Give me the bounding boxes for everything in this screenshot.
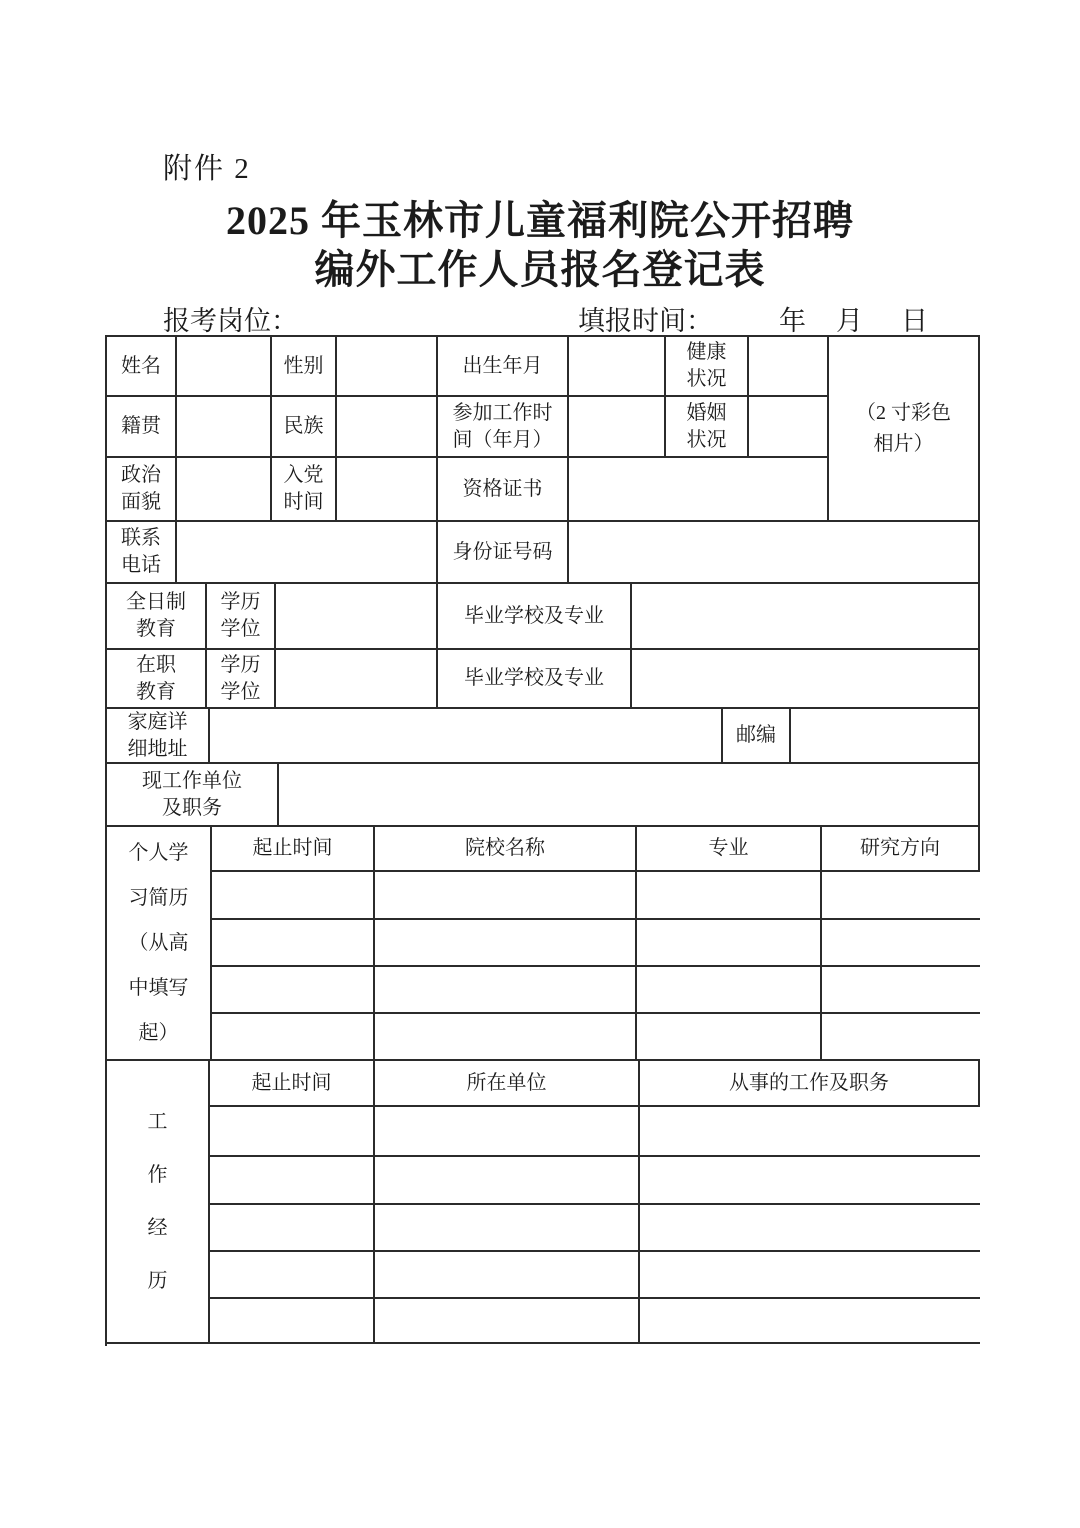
onjob-degree-value-cell	[276, 650, 438, 709]
ethnicity-label: 民族	[272, 397, 337, 458]
work-start-label: 参加工作时间（年月）	[438, 397, 569, 458]
work-grid-line	[373, 1107, 375, 1344]
form-title-line2: 编外工作人员报名登记表	[314, 247, 766, 292]
phone-value-cell	[177, 522, 438, 584]
photo-cell: （2 寸彩色相片）	[829, 337, 980, 522]
study-col-research: 研究方向	[822, 827, 980, 872]
fulltime-school-label: 毕业学校及专业	[438, 584, 632, 650]
birth-label: 出生年月	[438, 337, 569, 397]
name-value-cell	[177, 337, 272, 397]
study-blank-row	[212, 920, 980, 967]
birth-value-cell	[569, 337, 666, 397]
work-grid-line	[638, 1107, 640, 1344]
work-col-duty: 从事的工作及职务	[640, 1061, 980, 1107]
qualification-label: 资格证书	[438, 458, 569, 522]
work-blank-row	[210, 1157, 980, 1205]
registration-table	[105, 335, 980, 1346]
phone-label: 联系电话	[107, 522, 177, 584]
work-col-employer: 所在单位	[375, 1061, 640, 1107]
onjob-degree-label: 学历学位	[207, 650, 276, 709]
party-join-label: 入党时间	[272, 458, 337, 522]
work-section-label: 工作经历	[107, 1061, 210, 1344]
health-label: 健康状况	[666, 337, 749, 397]
ethnicity-value-cell	[337, 397, 438, 458]
name-label: 姓名	[107, 337, 177, 397]
attachment-label: 附件 2	[163, 153, 251, 185]
id-number-label: 身份证号码	[438, 522, 569, 584]
study-grid-line	[820, 872, 822, 1061]
employer-value-cell	[279, 764, 980, 827]
gender-value-cell	[337, 337, 438, 397]
work-start-value-cell	[569, 397, 666, 458]
study-col-major: 专业	[637, 827, 822, 872]
native-place-value-cell	[177, 397, 272, 458]
work-blank-row	[210, 1252, 980, 1299]
health-value-cell	[749, 337, 829, 397]
postcode-value-cell	[791, 709, 980, 764]
gender-label: 性别	[272, 337, 337, 397]
qualification-value-cell	[569, 458, 829, 522]
onjob-edu-label: 在职教育	[107, 650, 207, 709]
work-col-period: 起止时间	[210, 1061, 375, 1107]
study-grid-line	[635, 872, 637, 1061]
form-title-line1: 2025 年玉林市儿童福利院公开招聘	[226, 198, 854, 243]
postcode-label: 邮编	[723, 709, 791, 764]
work-blank-row	[210, 1205, 980, 1252]
marital-value-cell	[749, 397, 829, 458]
study-blank-row	[212, 967, 980, 1014]
study-blank-row	[212, 1014, 980, 1061]
day-label: 日	[901, 306, 928, 336]
address-label: 家庭详细地址	[107, 709, 210, 764]
work-blank-row	[210, 1107, 980, 1157]
onjob-school-label: 毕业学校及专业	[438, 650, 632, 709]
employer-label: 现工作单位及职务	[107, 764, 279, 827]
native-place-label: 籍贯	[107, 397, 177, 458]
fulltime-degree-label: 学历学位	[207, 584, 276, 650]
year-label: 年	[779, 306, 806, 336]
id-number-value-cell	[569, 522, 980, 584]
work-blank-row	[210, 1299, 980, 1344]
study-blank-row	[212, 872, 980, 920]
fill-date-label: 填报时间：	[578, 306, 713, 336]
onjob-school-value-cell	[632, 650, 980, 709]
address-value-cell	[210, 709, 723, 764]
study-grid-line	[373, 872, 375, 1061]
fulltime-school-value-cell	[632, 584, 980, 650]
fulltime-edu-label: 全日制教育	[107, 584, 207, 650]
month-label: 月	[836, 306, 863, 336]
marital-label: 婚姻状况	[666, 397, 749, 458]
party-join-value-cell	[337, 458, 438, 522]
study-col-period: 起止时间	[212, 827, 375, 872]
study-section-label: 个人学习简历（从高中填写起）	[107, 827, 212, 1061]
political-label: 政治面貌	[107, 458, 177, 522]
apply-position-label: 报考岗位：	[163, 306, 298, 336]
fulltime-degree-value-cell	[276, 584, 438, 650]
political-value-cell	[177, 458, 272, 522]
study-col-school: 院校名称	[375, 827, 637, 872]
